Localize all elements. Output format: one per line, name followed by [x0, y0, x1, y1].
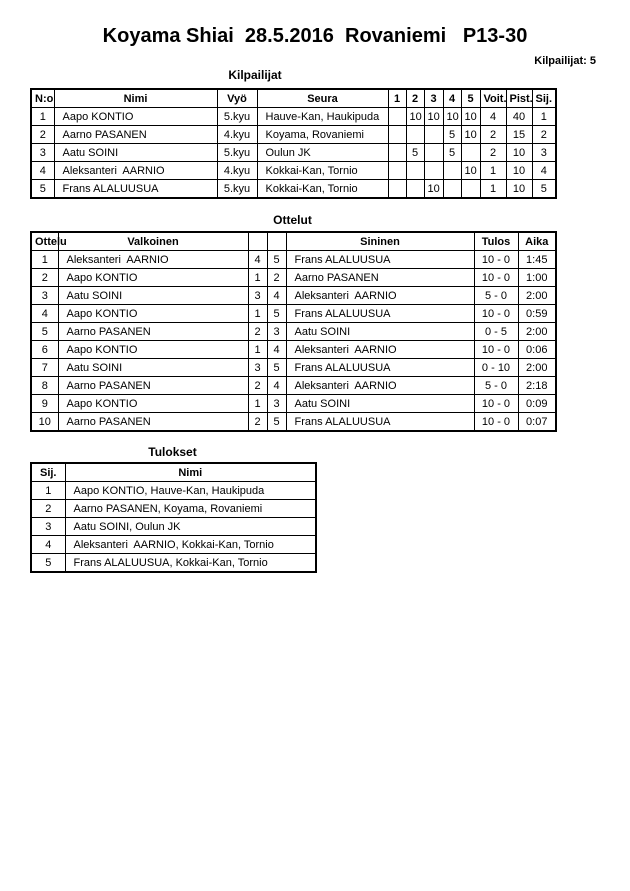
- column-header: 3: [424, 89, 443, 108]
- tulokset-table: [30, 462, 317, 573]
- cell-snum: 4: [267, 377, 286, 395]
- table-row: [31, 180, 556, 199]
- cell-valkoinen: Aapo KONTIO: [58, 395, 248, 413]
- cell-no: 1: [31, 108, 54, 126]
- cell-vyo: 5.kyu: [217, 144, 257, 162]
- cell-voit: 4: [480, 108, 506, 126]
- cell-tulos: 0 - 10: [474, 359, 518, 377]
- cell-snum: 5: [267, 251, 286, 269]
- cell-sij: 2: [532, 126, 556, 144]
- cell-vyo: 5.kyu: [217, 180, 257, 199]
- column-header: 2: [406, 89, 424, 108]
- table-row: [31, 269, 556, 287]
- column-header: Nimi: [65, 463, 316, 482]
- cell-vnum: 2: [248, 413, 267, 432]
- cell-no: 6: [31, 341, 58, 359]
- cell-no: 3: [31, 287, 58, 305]
- table-row: [31, 251, 556, 269]
- cell-aika: 1:00: [518, 269, 556, 287]
- cell-snum: 4: [267, 287, 286, 305]
- cell-m1: [388, 162, 406, 180]
- table-row: [31, 341, 556, 359]
- cell-m5: 10: [461, 126, 480, 144]
- table-row: [31, 126, 556, 144]
- column-header: Valkoinen: [58, 232, 248, 251]
- cell-m3: 10: [424, 108, 443, 126]
- cell-aika: 0:07: [518, 413, 556, 432]
- table-row: [31, 108, 556, 126]
- cell-no: 2: [31, 269, 58, 287]
- cell-tulos: 10 - 0: [474, 251, 518, 269]
- cell-m3: [424, 126, 443, 144]
- cell-pist: 40: [506, 108, 532, 126]
- cell-tulos: 10 - 0: [474, 305, 518, 323]
- cell-snum: 5: [267, 413, 286, 432]
- cell-seura: Kokkai-Kan, Tornio: [257, 162, 388, 180]
- cell-m2: [406, 126, 424, 144]
- cell-nimi: Aleksanteri AARNIO, Kokkai-Kan, Tornio: [65, 536, 316, 554]
- cell-snum: 5: [267, 359, 286, 377]
- cell-m3: [424, 162, 443, 180]
- column-header: Tulos: [474, 232, 518, 251]
- cell-sij: 1: [532, 108, 556, 126]
- cell-no: 2: [31, 126, 54, 144]
- table-row: [31, 482, 316, 500]
- cell-m1: [388, 144, 406, 162]
- cell-vnum: 1: [248, 305, 267, 323]
- cell-snum: 2: [267, 269, 286, 287]
- cell-vnum: 2: [248, 323, 267, 341]
- cell-vnum: 1: [248, 269, 267, 287]
- cell-sininen: Frans ALALUUSUA: [286, 251, 474, 269]
- table-row: [31, 536, 316, 554]
- cell-seura: Koyama, Rovaniemi: [257, 126, 388, 144]
- cell-m4: 5: [443, 126, 461, 144]
- cell-nimi: Aapo KONTIO: [54, 108, 217, 126]
- cell-m2: [406, 162, 424, 180]
- cell-no: 4: [31, 162, 54, 180]
- cell-tulos: 5 - 0: [474, 377, 518, 395]
- cell-m4: [443, 162, 461, 180]
- cell-m2: 5: [406, 144, 424, 162]
- cell-seura: Oulun JK: [257, 144, 388, 162]
- cell-pist: 10: [506, 144, 532, 162]
- column-header: Aika: [518, 232, 556, 251]
- cell-m4: 5: [443, 144, 461, 162]
- cell-no: 5: [31, 180, 54, 199]
- cell-vnum: 1: [248, 395, 267, 413]
- cell-no: 8: [31, 377, 58, 395]
- cell-pist: 10: [506, 180, 532, 199]
- column-header: Sij.: [532, 89, 556, 108]
- cell-nimi: Aleksanteri AARNIO: [54, 162, 217, 180]
- table-row: [31, 359, 556, 377]
- cell-no: 9: [31, 395, 58, 413]
- cell-tulos: 0 - 5: [474, 323, 518, 341]
- cell-aika: 1:45: [518, 251, 556, 269]
- cell-no: 3: [31, 144, 54, 162]
- cell-m5: [461, 144, 480, 162]
- cell-vnum: 4: [248, 251, 267, 269]
- cell-valkoinen: Aleksanteri AARNIO: [58, 251, 248, 269]
- cell-m4: [443, 180, 461, 199]
- cell-sij: 5: [532, 180, 556, 199]
- cell-valkoinen: Aarno PASANEN: [58, 413, 248, 432]
- cell-vnum: 1: [248, 341, 267, 359]
- cell-no: 4: [31, 305, 58, 323]
- cell-sij: 3: [31, 518, 65, 536]
- table-row: [31, 395, 556, 413]
- cell-m3: 10: [424, 180, 443, 199]
- cell-no: 5: [31, 323, 58, 341]
- cell-valkoinen: Aapo KONTIO: [58, 269, 248, 287]
- cell-sininen: Aatu SOINI: [286, 323, 474, 341]
- table-header-row: [31, 89, 556, 108]
- cell-m5: 10: [461, 108, 480, 126]
- cell-sij: 3: [532, 144, 556, 162]
- cell-nimi: Aarno PASANEN: [54, 126, 217, 144]
- column-header: Ottelu: [31, 232, 58, 251]
- column-header: Sij.: [31, 463, 65, 482]
- cell-nimi: Aatu SOINI, Oulun JK: [65, 518, 316, 536]
- table-header-row: [31, 463, 316, 482]
- cell-sij: 4: [31, 536, 65, 554]
- cell-tulos: 5 - 0: [474, 287, 518, 305]
- cell-aika: 2:00: [518, 359, 556, 377]
- cell-sininen: Frans ALALUUSUA: [286, 305, 474, 323]
- cell-valkoinen: Aatu SOINI: [58, 359, 248, 377]
- cell-valkoinen: Aatu SOINI: [58, 287, 248, 305]
- table-row: [31, 287, 556, 305]
- cell-m2: 10: [406, 108, 424, 126]
- cell-voit: 1: [480, 180, 506, 199]
- cell-sininen: Aarno PASANEN: [286, 269, 474, 287]
- cell-m4: 10: [443, 108, 461, 126]
- column-header: 4: [443, 89, 461, 108]
- cell-snum: 4: [267, 341, 286, 359]
- table-row: [31, 500, 316, 518]
- cell-vnum: 3: [248, 359, 267, 377]
- column-header: 5: [461, 89, 480, 108]
- cell-vyo: 4.kyu: [217, 126, 257, 144]
- column-header: Voit.: [480, 89, 506, 108]
- cell-vyo: 4.kyu: [217, 162, 257, 180]
- cell-valkoinen: Aarno PASANEN: [58, 377, 248, 395]
- cell-nimi: Aatu SOINI: [54, 144, 217, 162]
- cell-snum: 3: [267, 395, 286, 413]
- cell-no: 7: [31, 359, 58, 377]
- cell-sininen: Aleksanteri AARNIO: [286, 377, 474, 395]
- cell-aika: 0:59: [518, 305, 556, 323]
- cell-aika: 2:00: [518, 323, 556, 341]
- cell-tulos: 10 - 0: [474, 341, 518, 359]
- column-header: Sininen: [286, 232, 474, 251]
- cell-vnum: 2: [248, 377, 267, 395]
- column-header: Seura: [257, 89, 388, 108]
- cell-tulos: 10 - 0: [474, 269, 518, 287]
- section-title-kilpailijat: Kilpailijat: [228, 68, 282, 82]
- cell-voit: 2: [480, 126, 506, 144]
- cell-aika: 2:18: [518, 377, 556, 395]
- table-row: [31, 518, 316, 536]
- cell-sininen: Aleksanteri AARNIO: [286, 287, 474, 305]
- cell-pist: 10: [506, 162, 532, 180]
- cell-snum: 3: [267, 323, 286, 341]
- cell-m1: [388, 108, 406, 126]
- table-header-row: [31, 232, 556, 251]
- column-header: Pist.: [506, 89, 532, 108]
- table-row: [31, 323, 556, 341]
- table-row: [31, 305, 556, 323]
- table-row: [31, 144, 556, 162]
- cell-m2: [406, 180, 424, 199]
- cell-tulos: 10 - 0: [474, 395, 518, 413]
- cell-sij: 4: [532, 162, 556, 180]
- cell-aika: 0:09: [518, 395, 556, 413]
- cell-aika: 0:06: [518, 341, 556, 359]
- cell-sininen: Aatu SOINI: [286, 395, 474, 413]
- ottelut-table: [30, 231, 557, 432]
- cell-seura: Hauve-Kan, Haukipuda: [257, 108, 388, 126]
- cell-nimi: Aarno PASANEN, Koyama, Rovaniemi: [65, 500, 316, 518]
- cell-pist: 15: [506, 126, 532, 144]
- cell-snum: 5: [267, 305, 286, 323]
- cell-valkoinen: Aapo KONTIO: [58, 305, 248, 323]
- cell-valkoinen: Aarno PASANEN: [58, 323, 248, 341]
- column-header: Vyö: [217, 89, 257, 108]
- cell-nimi: Frans ALALUUSUA: [54, 180, 217, 199]
- cell-nimi: Aapo KONTIO, Hauve-Kan, Haukipuda: [65, 482, 316, 500]
- cell-aika: 2:00: [518, 287, 556, 305]
- section-title-tulokset: Tulokset: [148, 445, 197, 459]
- cell-nimi: Frans ALALUUSUA, Kokkai-Kan, Tornio: [65, 554, 316, 573]
- column-header: [267, 232, 286, 251]
- table-row: [31, 377, 556, 395]
- column-header: [248, 232, 267, 251]
- cell-m5: 10: [461, 162, 480, 180]
- cell-sij: 5: [31, 554, 65, 573]
- section-title-ottelut: Ottelut: [273, 213, 312, 227]
- column-header: Nimi: [54, 89, 217, 108]
- cell-sij: 2: [31, 500, 65, 518]
- table-row: [31, 162, 556, 180]
- column-header: 1: [388, 89, 406, 108]
- column-header: N:o: [31, 89, 54, 108]
- cell-m1: [388, 180, 406, 199]
- cell-m1: [388, 126, 406, 144]
- cell-sininen: Frans ALALUUSUA: [286, 359, 474, 377]
- cell-valkoinen: Aapo KONTIO: [58, 341, 248, 359]
- cell-voit: 1: [480, 162, 506, 180]
- participants-count: Kilpailijat: 5: [534, 55, 596, 67]
- cell-sininen: Frans ALALUUSUA: [286, 413, 474, 432]
- cell-no: 10: [31, 413, 58, 432]
- cell-vyo: 5.kyu: [217, 108, 257, 126]
- cell-m5: [461, 180, 480, 199]
- page-title: Koyama Shiai 28.5.2016 Rovaniemi P13-30: [102, 25, 528, 47]
- cell-seura: Kokkai-Kan, Tornio: [257, 180, 388, 199]
- kilpailijat-table: [30, 88, 557, 199]
- cell-m3: [424, 144, 443, 162]
- cell-vnum: 3: [248, 287, 267, 305]
- cell-sininen: Aleksanteri AARNIO: [286, 341, 474, 359]
- table-row: [31, 554, 316, 573]
- table-row: [31, 413, 556, 432]
- cell-tulos: 10 - 0: [474, 413, 518, 432]
- cell-sij: 1: [31, 482, 65, 500]
- cell-no: 1: [31, 251, 58, 269]
- cell-voit: 2: [480, 144, 506, 162]
